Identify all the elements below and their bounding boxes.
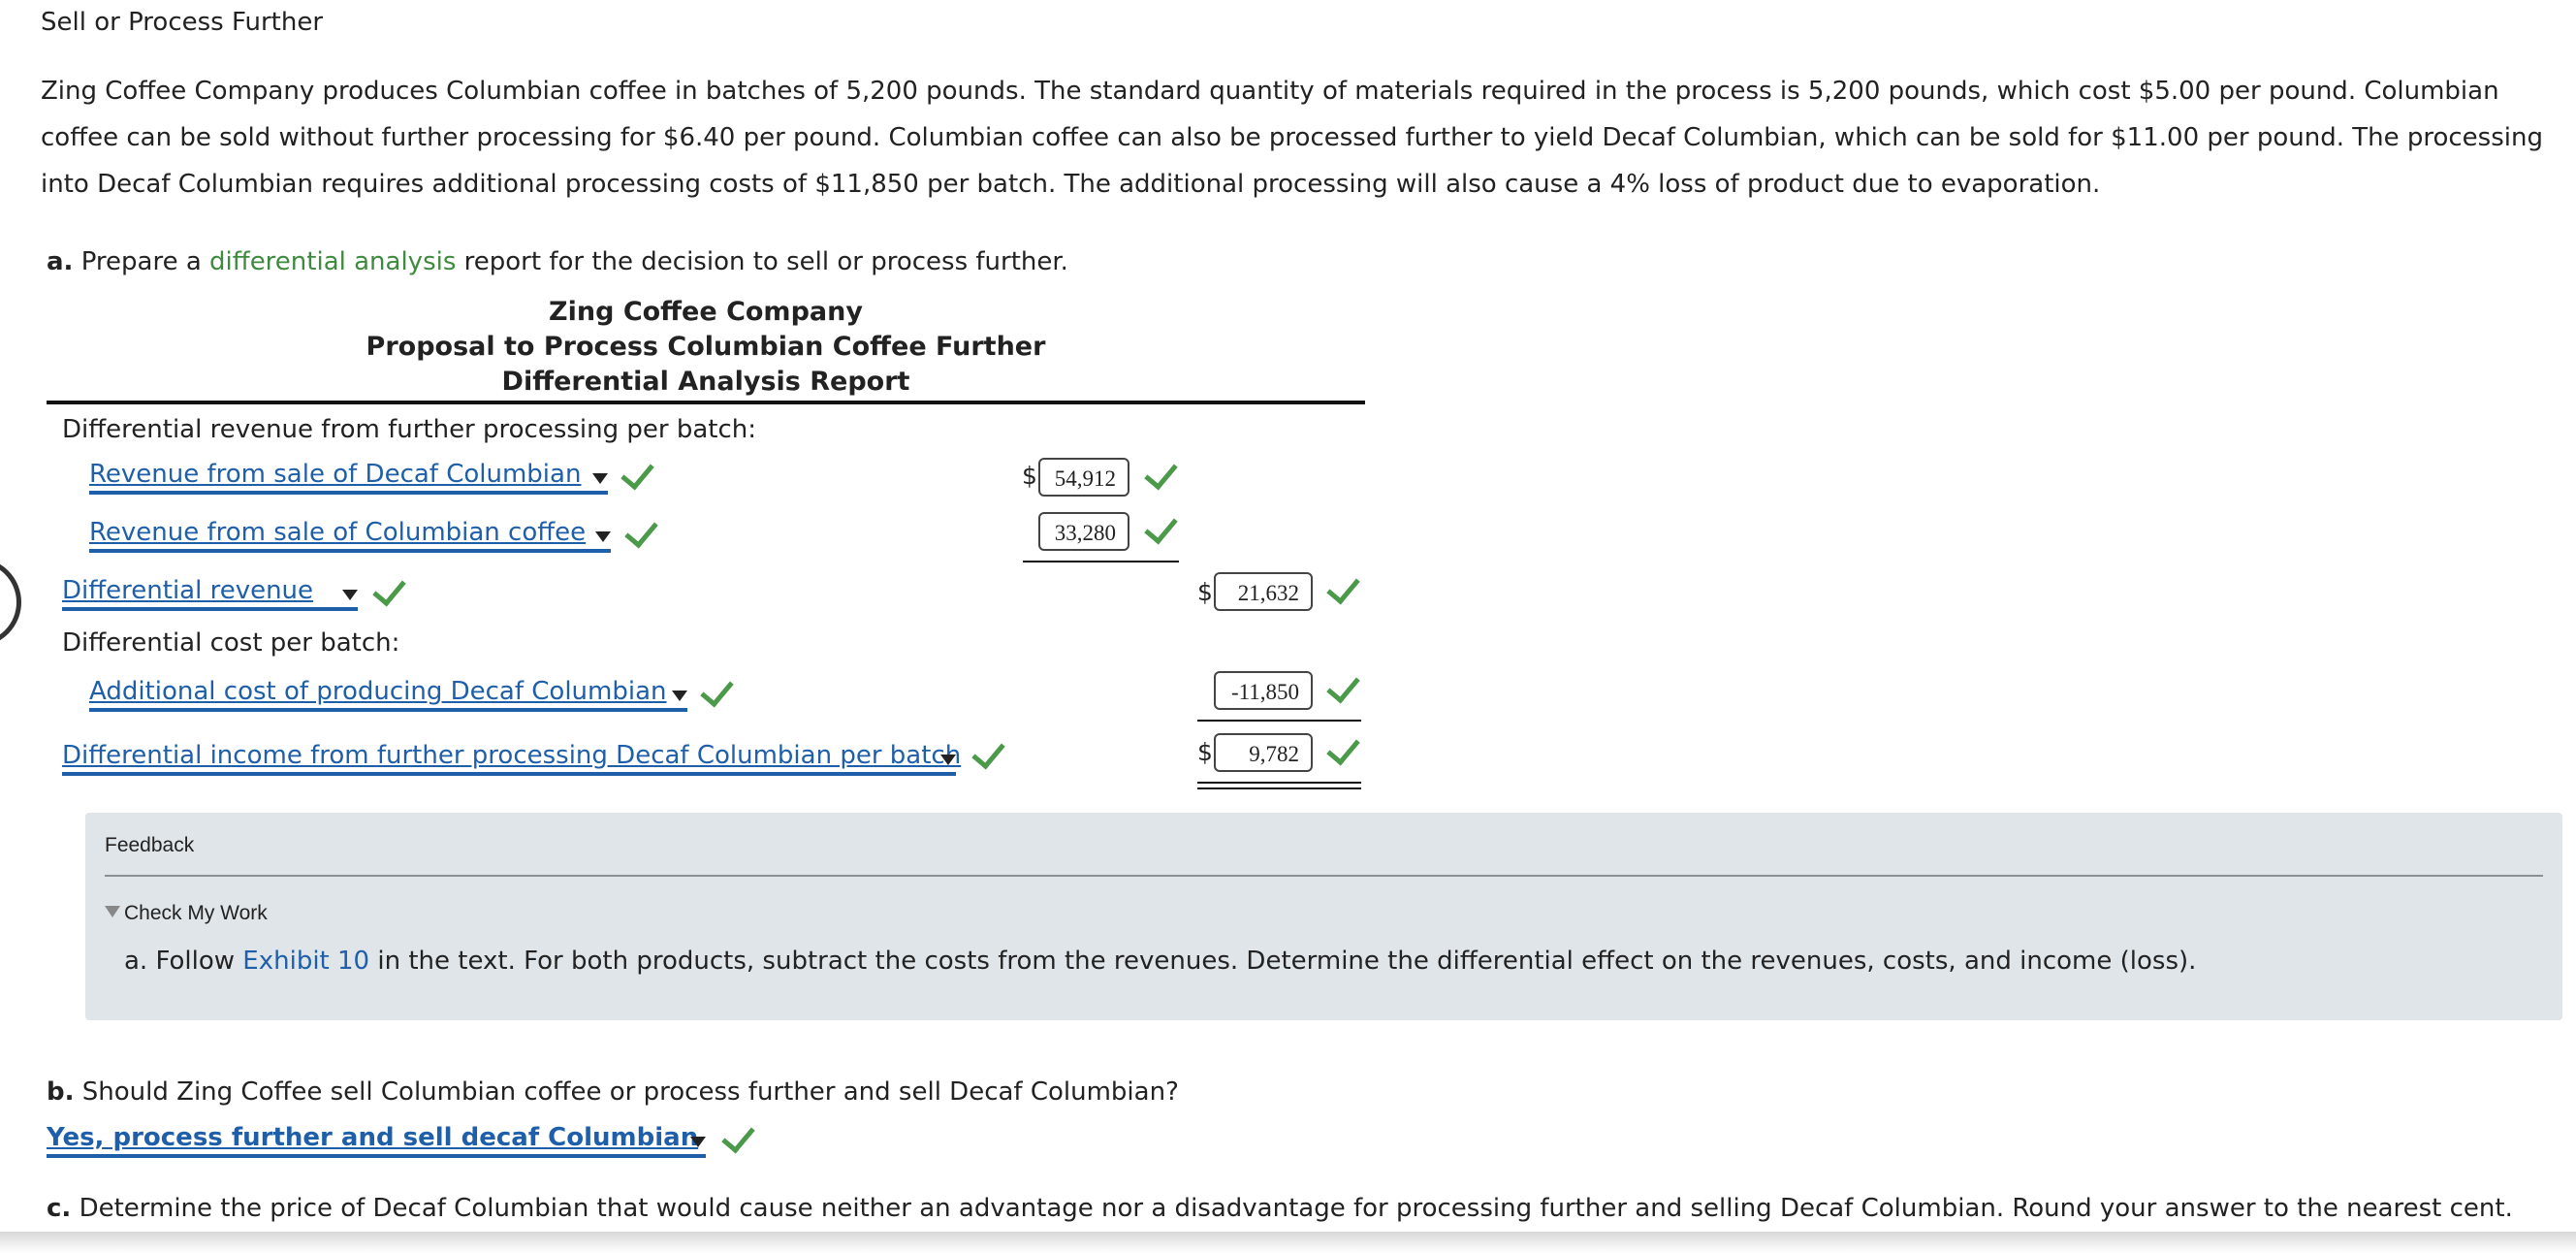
check-icon (1326, 669, 1359, 704)
feedback-panel (85, 813, 2562, 1020)
chevron-down-icon (342, 590, 358, 600)
bottom-shadow (0, 1232, 2576, 1253)
part-c-letter: c. (47, 1194, 72, 1223)
chevron-down-icon (690, 1137, 706, 1147)
revenue-heading: Differential revenue from further processing per batch: (62, 415, 757, 444)
check-icon (1326, 570, 1359, 605)
part-b-select[interactable] (47, 1123, 706, 1158)
part-a-prefix: Prepare a (80, 247, 202, 276)
double-rule-bottom (1197, 787, 1361, 789)
report-proposal: Proposal to Process Columbian Coffee Further (366, 332, 1046, 362)
chevron-down-icon (940, 755, 956, 765)
row2-select-label: Revenue from sale of Columbian coffee (89, 518, 611, 553)
check-icon (1326, 731, 1359, 766)
row4-amount-input[interactable]: -11,850 (1214, 671, 1313, 710)
cursor-ring (0, 558, 21, 647)
row1-select[interactable] (89, 460, 608, 495)
hint-suffix: in the text. For both products, subtract the costs from the revenues. Determine the differential effect on the revenues, costs, and income (loss). (377, 947, 2197, 976)
row5-select-label: Differential income from further processing Decaf Columbian per batch (62, 741, 956, 776)
dollar-sign: $ (1197, 738, 1213, 766)
chevron-down-icon (672, 691, 687, 701)
row3-select[interactable] (62, 576, 358, 611)
part-a-suffix: report for the decision to sell or process further. (463, 247, 1068, 276)
feedback-title: Feedback (105, 834, 195, 856)
feedback-hint (124, 947, 2196, 976)
check-icon (624, 514, 657, 549)
chevron-down-icon (592, 473, 608, 484)
subtotal-rule (1023, 561, 1179, 562)
problem-statement: Zing Coffee Company produces Columbian coffee in batches of 5,200 pounds. The standard quantity of materials required in the process is 5,200 pounds, which cost $5.00 per pound. Columbian coffee can be sold without further processing for $6.40 per pound. Columbian coffee can also be processed further to yield Decaf Columbian, which can be sold for $11.00 per pound. The processing into Decaf Columbian requires additional processing costs of $11,850 per batch. The additional processing will also cause a 4% loss of product due to evaporation. (41, 77, 2543, 199)
row5-select[interactable] (62, 741, 962, 776)
check-my-work-toggle[interactable] (105, 902, 268, 925)
row1-amount-input[interactable]: 54,912 (1038, 458, 1129, 497)
dollar-sign: $ (1022, 462, 1037, 490)
check-icon (1144, 510, 1177, 545)
double-rule-top (1197, 782, 1361, 784)
row4-select-label: Additional cost of producing Decaf Columbian (89, 677, 687, 712)
part-a-letter: a. (47, 247, 74, 276)
row3-select-label: Differential revenue (62, 576, 358, 611)
part-b-letter: b. (47, 1077, 75, 1107)
hint-prefix: a. Follow (124, 947, 236, 976)
feedback-divider (105, 875, 2543, 877)
row2-amount-input[interactable]: 33,280 (1038, 512, 1129, 551)
part-b-prompt (47, 1069, 1179, 1115)
part-b-select-label: Yes, process further and sell decaf Columbian (47, 1123, 706, 1158)
part-b-question: Should Zing Coffee sell Columbian coffee or process further and sell Decaf Columbian? (81, 1077, 1179, 1107)
row5-amount-input[interactable]: 9,782 (1214, 733, 1313, 772)
part-c-question: Determine the price of Decaf Columbian that would cause neither an advantage nor a disadvantage for processing further and selling Decaf Columbian. Round your answer to the nearest cent. (79, 1194, 2513, 1223)
report-header-rule (47, 401, 1365, 404)
row3-amount-input[interactable]: 21,632 (1214, 572, 1313, 611)
total-rule (1197, 720, 1361, 722)
chevron-down-icon (595, 531, 611, 542)
check-icon (620, 456, 653, 491)
differential-analysis-link[interactable]: differential analysis (209, 247, 457, 276)
exhibit-link[interactable]: Exhibit 10 (242, 947, 370, 976)
check-icon (700, 673, 733, 708)
row1-select-label: Revenue from sale of Decaf Columbian (89, 460, 608, 495)
check-my-work-label: Check My Work (124, 902, 268, 924)
check-icon (971, 735, 1004, 770)
row2-select[interactable] (89, 518, 611, 553)
check-icon (372, 572, 405, 607)
part-a-prompt (47, 239, 1068, 285)
report-name: Differential Analysis Report (501, 367, 910, 397)
page-title: Sell or Process Further (41, 8, 324, 37)
row4-select[interactable] (89, 677, 687, 712)
check-icon (1144, 456, 1177, 491)
cost-heading: Differential cost per batch: (62, 628, 400, 658)
triangle-down-icon (105, 906, 120, 917)
dollar-sign: $ (1197, 578, 1213, 606)
part-c-prompt (47, 1185, 2513, 1232)
check-icon (721, 1119, 754, 1154)
report-company: Zing Coffee Company (549, 297, 863, 327)
